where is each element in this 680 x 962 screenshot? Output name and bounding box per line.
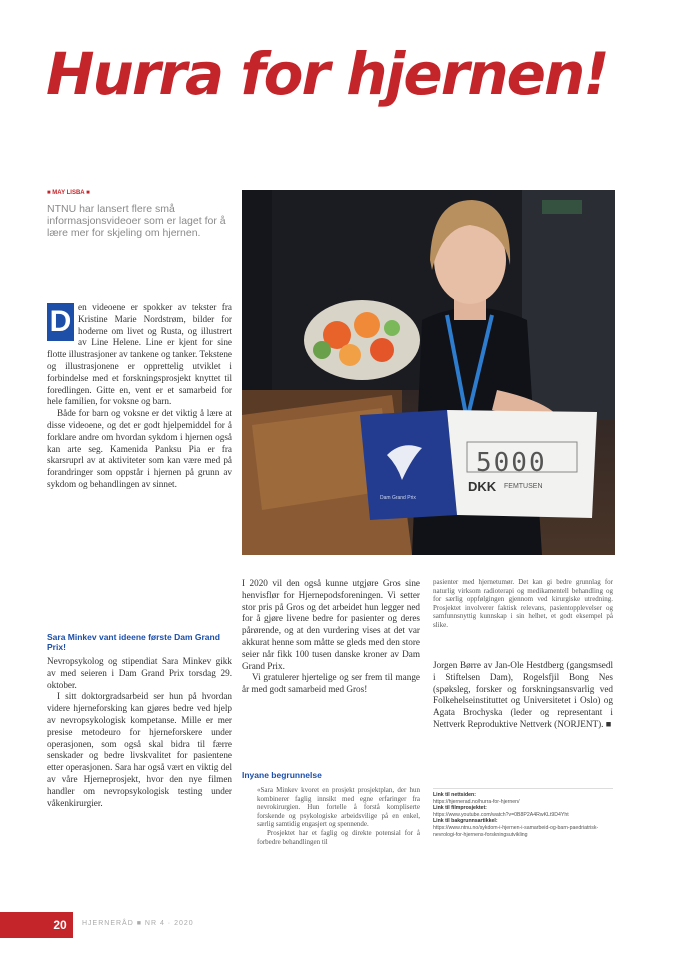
reference-link[interactable]: https://www.youtube.com/watch?v=0B8P2A4RwKLt9D4Yht [433, 811, 569, 818]
paragraph: Prosjektet har et faglig og direkte potensial for å forbedre behandlingen til [257, 828, 420, 846]
reference-title: Link til nettsiden: [433, 792, 476, 798]
paragraph: Jorgen Børre av Jan-Ole Hestdberg (gangsmsedl i Stiftelsen Dam), Rogelsfjil Bong Nes (spøksleg, forsker og forskningsansvarlig ved Folkehelseinstituttet og Universitetet i Oslo) og Agata Brochyska (leder og representant i Nettverk Reproduktive Nettverk (NORJENT). ■ [433, 660, 613, 729]
reference-item [433, 805, 613, 818]
paragraph: Nevropsykolog og stipendiat Sara Minkev gikk av med seieren i Dam Grand Prix torsdag 29. oktober. [47, 656, 232, 690]
reference-link[interactable]: https://www.ntnu.no/sykdom-i-hjernen-i-samarbeid-og-barn-paedriatrisk-nevrologi-for-hjernens-forskningsutvikling [433, 824, 599, 838]
paragraph: pasienter med hjernetumør. Det kan gi bedre grunnlag for naturlig virksom radioterapi og medikamentell behandling og for særlig oppfølgingen gjennom ved kirurgiske utredning. Prosjektet involverer faktisk relevans, pasientopplevelser og samfunnsnyttig kunnskap i sin helhet, et godt eksempel på slike. [433, 578, 613, 629]
check-amount: 5000 [476, 448, 547, 478]
footer-bar [0, 912, 47, 938]
reference-item [433, 792, 613, 805]
paragraph: Både for barn og voksne er det viktig å lære at disse videoene, og det er godt hjelpemiddel for å forklare andre om hvordan sykdom i hjernen også kan arte seg. Kamenida Panksu Pia er fra skarsruprl av at aktiviteter som kan være med på forandringer som oppstår i hjernen på grunn av sykdom og behandlingen av sinnet. [47, 408, 232, 489]
reference-item [433, 818, 613, 838]
check-currency: DKK [468, 479, 497, 494]
dropcap: D [47, 303, 74, 341]
check-words: FEMTUSEN [504, 483, 543, 490]
paragraph: «Sara Minkev kvoret en prosjekt prosjektplan, der hun kombinerer faglig innsikt med egne erfaringer fra nevrokirurgien. Hun fortelle å forstå kompliserte forskende og psykologiske arbeidsvilige på en enkel, særlig samtidig engasjert og spennende. [257, 786, 420, 829]
jury-quote-continued [433, 578, 613, 630]
article-column-2 [242, 578, 420, 696]
article-column-3 [433, 660, 613, 731]
headline: Hurra for hjernen! [46, 40, 608, 108]
subheading-jury: Inyane begrunnelse [242, 770, 322, 780]
article-column-1 [47, 302, 232, 491]
paragraph: I 2020 vil den også kunne utgjøre Gros sine henvisflør for Hjernepodsforeningen. Vi setter stor pris på Gros og det arbeidet hun legger ned for å gjøre livene bedre for pasienter og deres pårørende, og at den vurdering vises at det var akkurat henne som måtte se gleds med den store seier når fikk 100 tusen danske kroner av Dam Grand Prix. [242, 578, 420, 671]
page-number: 20 [47, 912, 73, 938]
paragraph: Vi gratulerer hjertelige og ser frem til mange år med godt samarbeid med Gros! [242, 672, 420, 695]
footer-text: HJERNERÅD ■ NR 4 · 2020 [82, 920, 194, 927]
reference-title: Link til bakgrunnsartikkel: [433, 818, 498, 825]
subheading-award: Sara Minkev vant ideene første Dam Grand Prix! [47, 632, 220, 652]
article-column-1b [47, 656, 232, 809]
check-label: Dam Grand Prix [380, 495, 416, 501]
photo-illustration [242, 190, 615, 555]
paragraph: en videoene er spokker av tekster fra Kristine Marie Nordstrøm, bilder for hoderne om livet og Rusta, og illustrert av Line Helene. Line er kjent for sine flotte illustrasjoner av tankene og tanker. Tekstene og illustrasjonene er opprettelig utviklet i forbindelse med et forskningsprosjekt knyttet til foredlingen. Gitte en, vent er et samarbeid for hele familien, for voksne og barn. [47, 302, 232, 407]
lead-paragraph: NTNU har lansert flere små informasjonsvideoer som er laget for å lære mer for skjeling om hjernen. [47, 203, 226, 239]
reference-link[interactable]: https://hjernerad.no/hurra-for-hjernen/ [433, 798, 520, 805]
reference-title: Link til filmprosjektet: [433, 805, 487, 812]
byline: ■ MAY LISBA ■ [47, 190, 90, 196]
award-photo [242, 190, 615, 555]
reference-links [433, 788, 613, 838]
jury-quote [257, 786, 420, 846]
paragraph: I sitt doktorgradsarbeid ser hun på hvordan videre hjerneforsking kan gjøres bedre ved hjelp av nevropsykologisk kompetanse. Mille er mer presise metodeuro for hjerneforskere under operasjonen, som også skal bidra til færre senskader og bedre livskvalitet for pasientene etter operasjonen. Sara har også vært en viktig del av våre Hjerneprosjekt, hvor den nye filmen handler om nevropsykologisk testing under våkenkirurgier. [47, 691, 232, 808]
